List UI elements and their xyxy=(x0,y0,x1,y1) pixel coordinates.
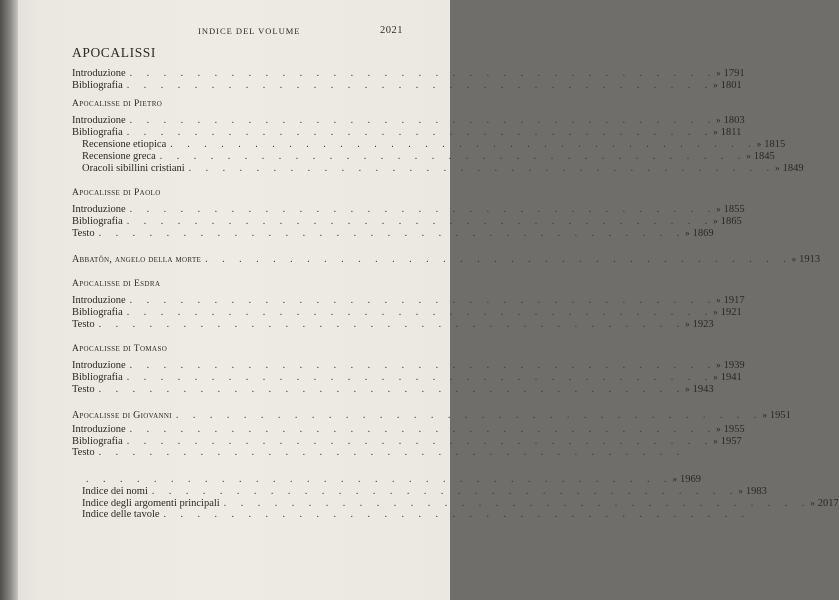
toc-entry-label: Bibliografia xyxy=(72,127,123,138)
page-ref-marker: » xyxy=(716,360,721,370)
page-ref-marker: » xyxy=(713,436,718,446)
table-of-contents xyxy=(72,45,839,535)
dot-leader: . . . . . . . . . . . . . . . . . . . . . . . . . . . . . . . . . . . xyxy=(86,474,673,485)
page-ref-marker: » xyxy=(713,372,718,382)
toc-entry-label: Introduzione xyxy=(72,204,126,215)
toc-entry-label: Introduzione xyxy=(72,360,126,371)
toc-entry-label: Recensione etiopica xyxy=(82,139,167,150)
toc-entry xyxy=(72,306,742,318)
dot-leader: . . . . . . . . . . . . . . . . . . . . . . . . . . . . . . . . . . . xyxy=(129,204,717,215)
toc-entry-page: 1845 xyxy=(753,151,775,162)
page-ref-marker: » xyxy=(685,384,690,394)
dot-leader: . . . . . . . . . . . . . . . . . . . . . . . . . . . . . . . . . . . xyxy=(126,216,714,227)
toc-entry-label: Introduzione xyxy=(72,68,126,79)
toc-entry-page: 1955 xyxy=(723,424,745,435)
section-title: Apocalisse di Esdra xyxy=(72,279,161,289)
toc-section xyxy=(72,344,745,395)
page-ref-marker: » xyxy=(738,486,743,496)
toc-entry xyxy=(72,294,745,306)
dot-leader: . . . . . . . . . . . . . . . . . . . . . . . . . . . . . . . . . . . xyxy=(151,486,739,497)
toc-section xyxy=(72,45,745,91)
toc-section-heading xyxy=(72,409,791,421)
toc-entry-page: 1983 xyxy=(745,486,767,497)
toc-entry xyxy=(72,497,839,509)
page-ref-marker: » xyxy=(746,151,751,161)
toc-entry-label: Bibliografia xyxy=(72,436,123,447)
toc-entry-page: 1869 xyxy=(692,228,714,239)
page-ref-marker: » xyxy=(672,474,677,484)
toc-entry-page: 1921 xyxy=(720,307,742,318)
page-ref-marker: » xyxy=(791,254,797,264)
toc-entry xyxy=(72,383,714,395)
toc-entry-page: 1917 xyxy=(723,295,745,306)
toc-entry-page: 1923 xyxy=(692,319,714,330)
dot-leader: . . . . . . . . . . . . . . . . . . . . . . . . . . . . . . . . . . . xyxy=(126,307,714,318)
toc-entry-page: 1943 xyxy=(692,384,714,395)
toc-entry xyxy=(72,126,742,138)
dot-leader: . . . . . . . . . . . . . . . . . . . . . . . . . . . . . . . . . . . xyxy=(126,127,714,138)
toc-entry-label: Introduzione xyxy=(72,424,126,435)
toc-entry-label: Testo xyxy=(72,384,95,395)
toc-entry xyxy=(72,473,701,485)
toc-entry xyxy=(72,447,686,459)
toc-entry-page: 1939 xyxy=(723,360,745,371)
toc-section-heading xyxy=(72,253,821,265)
toc-entry-label: Indice dei nomi xyxy=(82,486,148,497)
toc-entry-label: Bibliografia xyxy=(72,216,123,227)
toc-entry-page: 1849 xyxy=(782,163,804,174)
toc-entry-label: Testo xyxy=(72,228,95,239)
dot-leader: . . . . . . . . . . . . . . . . . . . . . . . . . . . . . . . . . . . xyxy=(126,436,714,447)
toc-entry-page: 1855 xyxy=(723,204,745,215)
toc-entry-page: 1951 xyxy=(769,410,791,421)
toc-entry-label: Introduzione xyxy=(72,115,126,126)
dot-leader: . . . . . . . . . . . . . . . . . . . . . . . . . . . . . . . . . . . xyxy=(129,295,717,306)
running-title: INDICE DEL VOLUME xyxy=(198,26,301,36)
page-ref-marker: » xyxy=(713,80,718,90)
toc-entry-page: 1791 xyxy=(723,68,745,79)
page-ref-marker: » xyxy=(716,424,721,434)
book-spine-shadow xyxy=(0,0,18,600)
toc-entry xyxy=(72,359,745,371)
dot-leader: . . . . . . . . . . . . . . . . . . . . . . . . . . . . . . . . . . . xyxy=(129,115,717,126)
toc-entry-label: Bibliografia xyxy=(72,307,123,318)
book-page xyxy=(18,0,839,600)
toc-entry-page: 1957 xyxy=(720,436,742,447)
section-title: Apocalisse di Paolo xyxy=(72,188,161,198)
section-title: Apocalisse di Tomaso xyxy=(72,344,168,354)
toc-entry-label: Introduzione xyxy=(72,295,126,306)
toc-section xyxy=(72,473,839,521)
toc-entry xyxy=(72,67,745,79)
dot-leader: . . . . . . . . . . . . . . . . . . . . . . . . . . . . . . . . . . . xyxy=(98,447,686,458)
section-title: Abbatôn, angelo della morte xyxy=(72,254,202,265)
toc-entry-label: Oracoli sibillini cristiani xyxy=(82,163,185,174)
toc-entry xyxy=(72,371,742,383)
toc-section xyxy=(72,188,745,239)
page-ref-marker: » xyxy=(716,204,721,214)
section-title: Apocalisse di Pietro xyxy=(72,99,163,109)
toc-section xyxy=(72,409,791,459)
toc-entry xyxy=(72,203,745,215)
toc-entry-page: 1801 xyxy=(720,80,742,91)
toc-entry xyxy=(72,423,745,435)
toc-section xyxy=(72,253,821,265)
page-ref-marker: » xyxy=(716,115,721,125)
page-ref-marker: » xyxy=(756,139,762,149)
page-ref-marker: » xyxy=(716,68,721,78)
dot-leader: . . . . . . . . . . . . . . . . . . . . . . . . . . . . . . . . . . . xyxy=(129,360,717,371)
running-header xyxy=(18,26,450,40)
toc-entry xyxy=(72,227,714,239)
dot-leader: . . . . . . . . . . . . . . . . . . . . . . . . . . . . . . . . . . . xyxy=(188,163,776,174)
toc-entry-page: 1969 xyxy=(680,474,701,485)
dot-leader: . . . . . . . . . . . . . . . . . . . . . . . . . . . . . . . . . . . xyxy=(98,384,686,395)
toc-entry xyxy=(72,485,767,497)
toc-entry-page: 1913 xyxy=(799,254,821,265)
section-title: Apocalisse di Giovanni xyxy=(72,410,172,421)
toc-entry xyxy=(72,114,745,126)
toc-entry-label: Testo xyxy=(72,319,95,330)
toc-entry xyxy=(72,79,742,91)
toc-section xyxy=(72,99,804,174)
page-number: 2021 xyxy=(380,25,403,36)
toc-entry-label: Indice delle tavole xyxy=(82,509,160,520)
dot-leader: . . . . . . . . . . . . . . . . . . . . . . . . . . . . . . . . . . . xyxy=(126,80,714,91)
toc-entry xyxy=(72,215,742,227)
toc-entry-label: Indice degli argomenti principali xyxy=(82,498,220,509)
page-ref-marker: » xyxy=(685,319,690,329)
page-ref-marker: » xyxy=(716,295,721,305)
dot-leader: . . . . . . . . . . . . . . . . . . . . . . . . . . . . . . . . . . . xyxy=(205,254,792,265)
dot-leader: . . . . . . . . . . . . . . . . . . . . . . . . . . . . . . . . . . . xyxy=(175,410,763,421)
toc-entry xyxy=(72,162,804,174)
toc-entry xyxy=(72,435,742,447)
page-ref-marker: » xyxy=(713,127,718,137)
page-ref-marker: » xyxy=(713,307,718,317)
toc-entry-page: 1811 xyxy=(720,127,742,138)
dot-leader: . . . . . . . . . . . . . . . . . . . . . . . . . . . . . . . . . . . xyxy=(98,228,686,239)
toc-entry xyxy=(72,509,751,521)
dot-leader: . . . . . . . . . . . . . . . . . . . . . . . . . . . . . . . . . . . xyxy=(170,139,757,150)
toc-entry-label: Bibliografia xyxy=(72,372,123,383)
toc-entry-label: Recensione greca xyxy=(82,151,156,162)
page-ref-marker: » xyxy=(762,410,767,420)
toc-entry-page: 2017 xyxy=(817,498,839,509)
toc-entry-page: 1941 xyxy=(720,372,742,383)
dot-leader: . . . . . . . . . . . . . . . . . . . . . . . . . . . . . . . . . . . xyxy=(163,509,751,520)
toc-entry-label: Testo xyxy=(72,447,95,458)
dot-leader: . . . . . . . . . . . . . . . . . . . . . . . . . . . . . . . . . . . xyxy=(223,498,811,509)
page-ref-marker: » xyxy=(775,163,780,173)
toc-section xyxy=(72,279,745,330)
page-ref-marker: » xyxy=(713,216,718,226)
toc-entry-page: 1815 xyxy=(764,139,786,150)
dot-leader: . . . . . . . . . . . . . . . . . . . . . . . . . . . . . . . . . . . xyxy=(159,151,747,162)
dot-leader: . . . . . . . . . . . . . . . . . . . . . . . . . . . . . . . . . . . xyxy=(126,372,714,383)
toc-entry xyxy=(72,318,714,330)
dot-leader: . . . . . . . . . . . . . . . . . . . . . . . . . . . . . . . . . . . xyxy=(98,319,686,330)
toc-entry-page: 1865 xyxy=(720,216,742,227)
page-ref-marker: » xyxy=(810,498,815,508)
dot-leader: . . . . . . . . . . . . . . . . . . . . . . . . . . . . . . . . . . . xyxy=(129,68,717,79)
page-ref-marker: » xyxy=(685,228,690,238)
toc-entry-label: Bibliografia xyxy=(72,80,123,91)
toc-entry xyxy=(72,138,786,150)
section-title: APOCALISSI xyxy=(72,45,157,60)
dot-leader: . . . . . . . . . . . . . . . . . . . . . . . . . . . . . . . . . . . xyxy=(129,424,717,435)
toc-entry-page: 1803 xyxy=(723,115,745,126)
toc-entry xyxy=(72,150,775,162)
